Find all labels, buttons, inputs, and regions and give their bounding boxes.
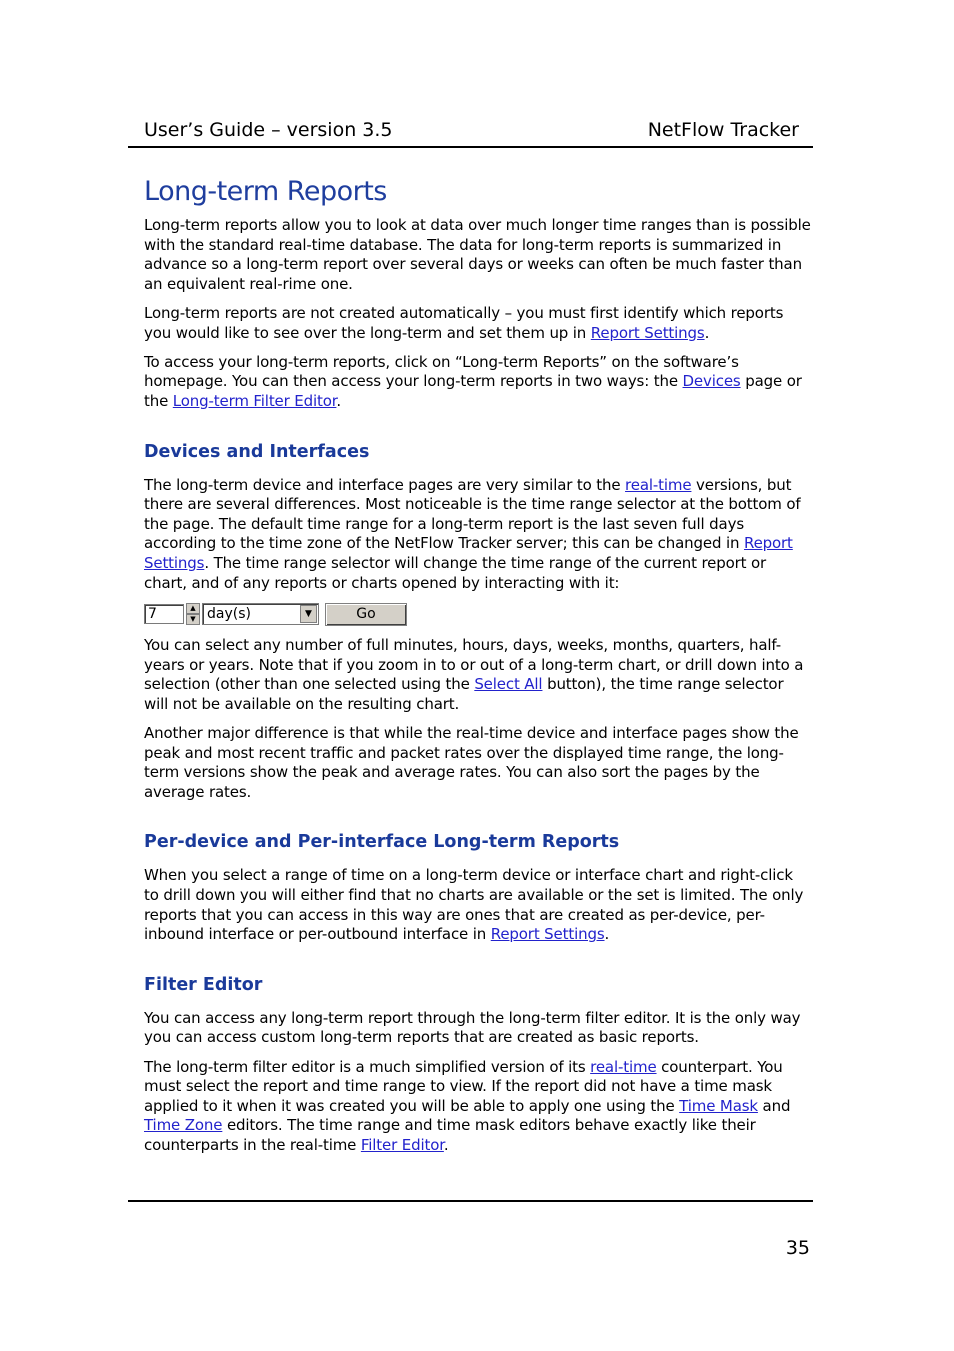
text: The long-term device and interface pages are very similar to the	[144, 475, 626, 494]
intro-paragraph-2	[144, 304, 812, 343]
dropdown-arrow-icon[interactable]: ▼	[300, 605, 317, 623]
time-zone-link[interactable]: Time Zone	[144, 1116, 223, 1135]
text: .	[704, 323, 710, 342]
page-header	[128, 118, 813, 148]
text: .	[443, 1135, 449, 1154]
footer-rule	[128, 1200, 813, 1202]
text: counterpart. You must select the report and time range to view. If the report did not have a time mask applied to it when it was created you will be able to apply one using the	[144, 1057, 783, 1115]
text: .	[604, 925, 610, 944]
report-settings-link[interactable]: Report Settings	[490, 925, 605, 944]
go-button[interactable]: Go	[325, 603, 407, 626]
header-product-name: NetFlow Tracker	[647, 119, 799, 141]
text: The long-term filter editor is a much simplified version of its	[144, 1057, 591, 1076]
per-device-paragraph-1	[144, 866, 812, 944]
intro-paragraph-3	[144, 353, 812, 412]
select-all-link[interactable]: Select All	[474, 675, 543, 694]
section-heading-per-device: Per-device and Per-interface Long-term Reports	[144, 832, 620, 853]
filter-editor-link[interactable]: Filter Editor	[360, 1135, 444, 1154]
real-time-link[interactable]: real-time	[590, 1057, 657, 1076]
number-spinner[interactable]	[186, 603, 200, 625]
devices-link[interactable]: Devices	[682, 372, 741, 391]
spin-down-icon[interactable]: ▼	[186, 614, 200, 625]
real-time-link[interactable]: real-time	[625, 475, 692, 494]
text: and	[757, 1096, 791, 1115]
text: When you select a range of time on a long-term device or interface chart and right-click to drill down you will either find that no charts are available or the set is limited. The only reports that you can access in this way are ones that are created as per-device, per-inbound interface or per-outbound interface in	[144, 866, 804, 944]
text: .	[336, 391, 342, 410]
page-number: 35	[785, 1237, 810, 1259]
text: editors. The time range and time mask editors behave exactly like their counterparts in the real-time	[144, 1116, 756, 1154]
devices-paragraph-2	[144, 636, 812, 714]
filter-paragraph-2	[144, 1058, 812, 1156]
filter-paragraph-1: You can access any long-term report through the long-term filter editor. It is the only way you can access custom long-term reports that are created as basic reports.	[144, 1008, 801, 1047]
time-range-number-input[interactable]: 7	[144, 604, 184, 624]
time-range-selector	[144, 602, 812, 626]
long-term-filter-editor-link[interactable]: Long-term Filter Editor	[172, 391, 337, 410]
spin-up-icon[interactable]: ▲	[186, 603, 200, 614]
intro-paragraph-1: Long-term reports allow you to look at data over much longer time ranges than is possible with the standard real-time database. The data for long-term reports is summarized in advance so a long-term report over several days or weeks can often be much faster than an equivalent real-rime one.	[144, 216, 811, 293]
devices-paragraph-1	[144, 476, 812, 594]
report-settings-link[interactable]: Report Settings	[590, 323, 705, 342]
devices-paragraph-3: Another major difference is that while the real-time device and interface pages show the peak and most recent traffic and packet rates over the displayed time range, the long-term versions show the peak and average rates. You can also sort the pages by the average rates.	[144, 724, 799, 801]
text: page or the	[144, 372, 802, 410]
text: . The time range selector will change the time range of the current report or chart, and of any reports or charts opened by interacting with it:	[144, 553, 767, 592]
text: button), the time range selector will not be available on the resulting chart.	[144, 675, 784, 713]
time-unit-select[interactable]	[202, 603, 319, 625]
report-settings-link[interactable]: Report Settings	[144, 534, 793, 572]
text: You can select any number of full minutes, hours, days, weeks, months, quarters, half-years or years. Note that if you zoom in to or out of a long-term chart, or drill down into a selection (other than one selected using the	[144, 636, 804, 694]
page-content	[144, 174, 812, 1156]
text: versions, but there are several differences. Most noticeable is the time range selector at the bottom of the page. The default time range for a long-term report is the last seven full days according to the time zone of the NetFlow Tracker server; this can be changed in	[144, 475, 801, 553]
text: To access your long-term reports, click on “Long-term Reports” on the software’s homepage. You can then access your long-term reports in two ways: the	[144, 352, 739, 391]
text: Long-term reports are not created automatically – you must first identify which reports you would like to see over the long-term and set them up in	[144, 303, 784, 342]
section-heading-devices: Devices and Interfaces	[144, 441, 370, 462]
time-mask-link[interactable]: Time Mask	[679, 1096, 758, 1115]
section-heading-filter-editor: Filter Editor	[144, 974, 263, 995]
page-title: Long-term Reports	[144, 176, 387, 207]
time-unit-value: day(s)	[207, 606, 251, 623]
header-guide-version: User’s Guide – version 3.5	[144, 119, 393, 141]
